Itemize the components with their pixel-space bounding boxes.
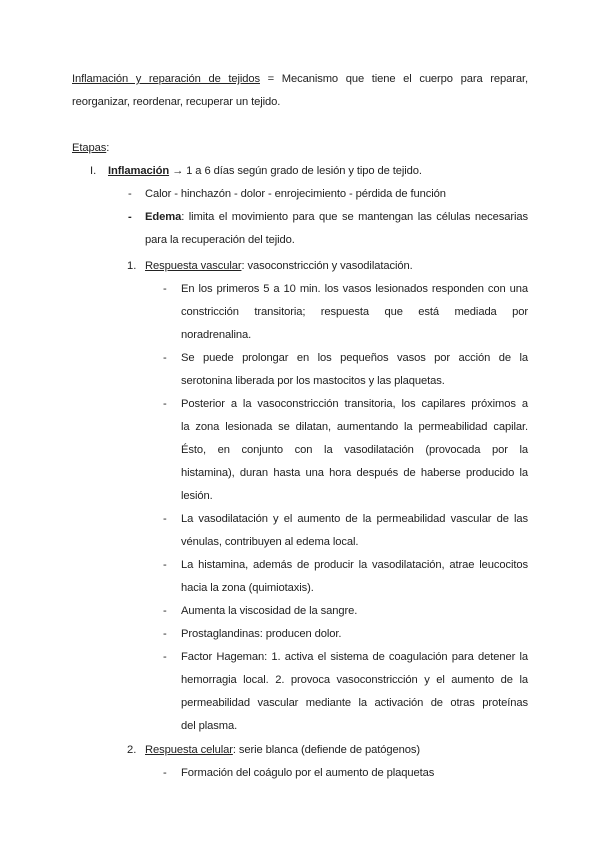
intro-definition: = Mecanismo que tiene el cuerpo para reparar, bbox=[260, 73, 528, 85]
dash-marker: - bbox=[163, 767, 167, 779]
vascular-bullet-5-line-1: La histamina, además de producir la vasodilatación, atrae leucocitos bbox=[181, 559, 528, 571]
dash-marker: - bbox=[163, 559, 167, 571]
bullet-marker: - bbox=[128, 211, 132, 223]
sub-marker: 2. bbox=[127, 744, 137, 756]
vascular-bullet-5-line-2: hacia la zona (quimiotaxis). bbox=[181, 582, 314, 594]
vascular-bullet-3-line-3: Ésto, en conjunto con la vasodilatación (provocada por la bbox=[181, 444, 528, 456]
etapas-heading bbox=[72, 137, 109, 160]
stage-title: Inflamación bbox=[108, 165, 170, 177]
dash-marker: - bbox=[163, 605, 167, 617]
edema-bullet-line-1 bbox=[145, 206, 528, 229]
vascular-bullet-8-line-2: hemorragia local. 2. provoca vasoconstricción y el aumento de la bbox=[181, 674, 528, 686]
etapas-label: Etapas bbox=[72, 142, 107, 154]
cellular-title: Respuesta celular bbox=[145, 744, 233, 756]
vascular-bullet-1-line-1: En los primeros 5 a 10 min. los vasos lesionados responden con una bbox=[181, 283, 528, 295]
vascular-bullet-8-line-1: Factor Hageman: 1. activa el sistema de coagulación para detener la bbox=[181, 651, 528, 663]
intro-title: Inflamación y reparación de tejidos bbox=[72, 73, 260, 85]
edema-term: Edema bbox=[145, 211, 182, 223]
dash-marker: - bbox=[163, 283, 167, 295]
vascular-bullet-7: Prostaglandinas: producen dolor. bbox=[181, 628, 342, 640]
bullet-marker: - bbox=[128, 188, 132, 200]
dash-marker: - bbox=[163, 352, 167, 364]
vascular-bullet-8-line-3: permeabilidad vascular mediante la activación de otras proteínas bbox=[181, 697, 528, 709]
stage-heading bbox=[108, 160, 422, 183]
stage-duration: → 1 a 6 días según grado de lesión y tipo de tejido. bbox=[169, 165, 422, 177]
vascular-summary: : vasoconstricción y vasodilatación. bbox=[241, 260, 413, 272]
vascular-bullet-3-line-4: histamina), duran hasta una hora después de haberse producido la bbox=[181, 467, 528, 479]
vascular-bullet-6: Aumenta la viscosidad de la sangre. bbox=[181, 605, 358, 617]
sub-marker: 1. bbox=[127, 260, 137, 272]
vascular-bullet-2-line-2: serotonina liberada por los mastocitos y las plaquetas. bbox=[181, 375, 445, 387]
cellular-summary: : serie blanca (defiende de patógenos) bbox=[232, 744, 421, 756]
vascular-title: Respuesta vascular bbox=[145, 260, 242, 272]
signs-bullet: Calor - hinchazón - dolor - enrojecimiento - pérdida de función bbox=[145, 188, 446, 200]
vascular-bullet-3-line-1: Posterior a la vasoconstricción transitoria, los capilares próximos a bbox=[181, 398, 528, 410]
vascular-bullet-2-line-1: Se puede prolongar en los pequeños vasos por acción de la bbox=[181, 352, 528, 364]
intro-line-2: reorganizar, reordenar, recuperar un tejido. bbox=[72, 96, 281, 108]
vascular-bullet-8-line-4: del plasma. bbox=[181, 720, 238, 732]
dash-marker: - bbox=[163, 398, 167, 410]
intro-line-1 bbox=[72, 68, 528, 91]
dash-marker: - bbox=[163, 513, 167, 525]
dash-marker: - bbox=[163, 651, 167, 663]
vascular-bullet-1-line-3: noradrenalina. bbox=[181, 329, 252, 341]
edema-bullet-line-2: para la recuperación del tejido. bbox=[145, 234, 295, 246]
vascular-heading bbox=[145, 255, 413, 278]
vascular-bullet-3-line-5: lesión. bbox=[181, 490, 213, 502]
vascular-bullet-4-line-2: vénulas, contribuyen al edema local. bbox=[181, 536, 359, 548]
edema-definition: : limita el movimiento para que se mantengan las células necesarias bbox=[181, 211, 528, 223]
vascular-bullet-4-line-1: La vasodilatación y el aumento de la permeabilidad vascular de las bbox=[181, 513, 528, 525]
dash-marker: - bbox=[163, 628, 167, 640]
stage-marker: I. bbox=[90, 165, 97, 177]
vascular-bullet-3-line-2: la zona lesionada se dilatan, aumentando la permeabilidad capilar. bbox=[181, 421, 528, 433]
cellular-bullet-1: Formación del coágulo por el aumento de plaquetas bbox=[181, 767, 435, 779]
cellular-heading bbox=[145, 739, 420, 762]
vascular-bullet-1-line-2: constricción transitoria; respuesta que está mediada por bbox=[181, 306, 528, 318]
etapas-colon: : bbox=[106, 142, 110, 154]
